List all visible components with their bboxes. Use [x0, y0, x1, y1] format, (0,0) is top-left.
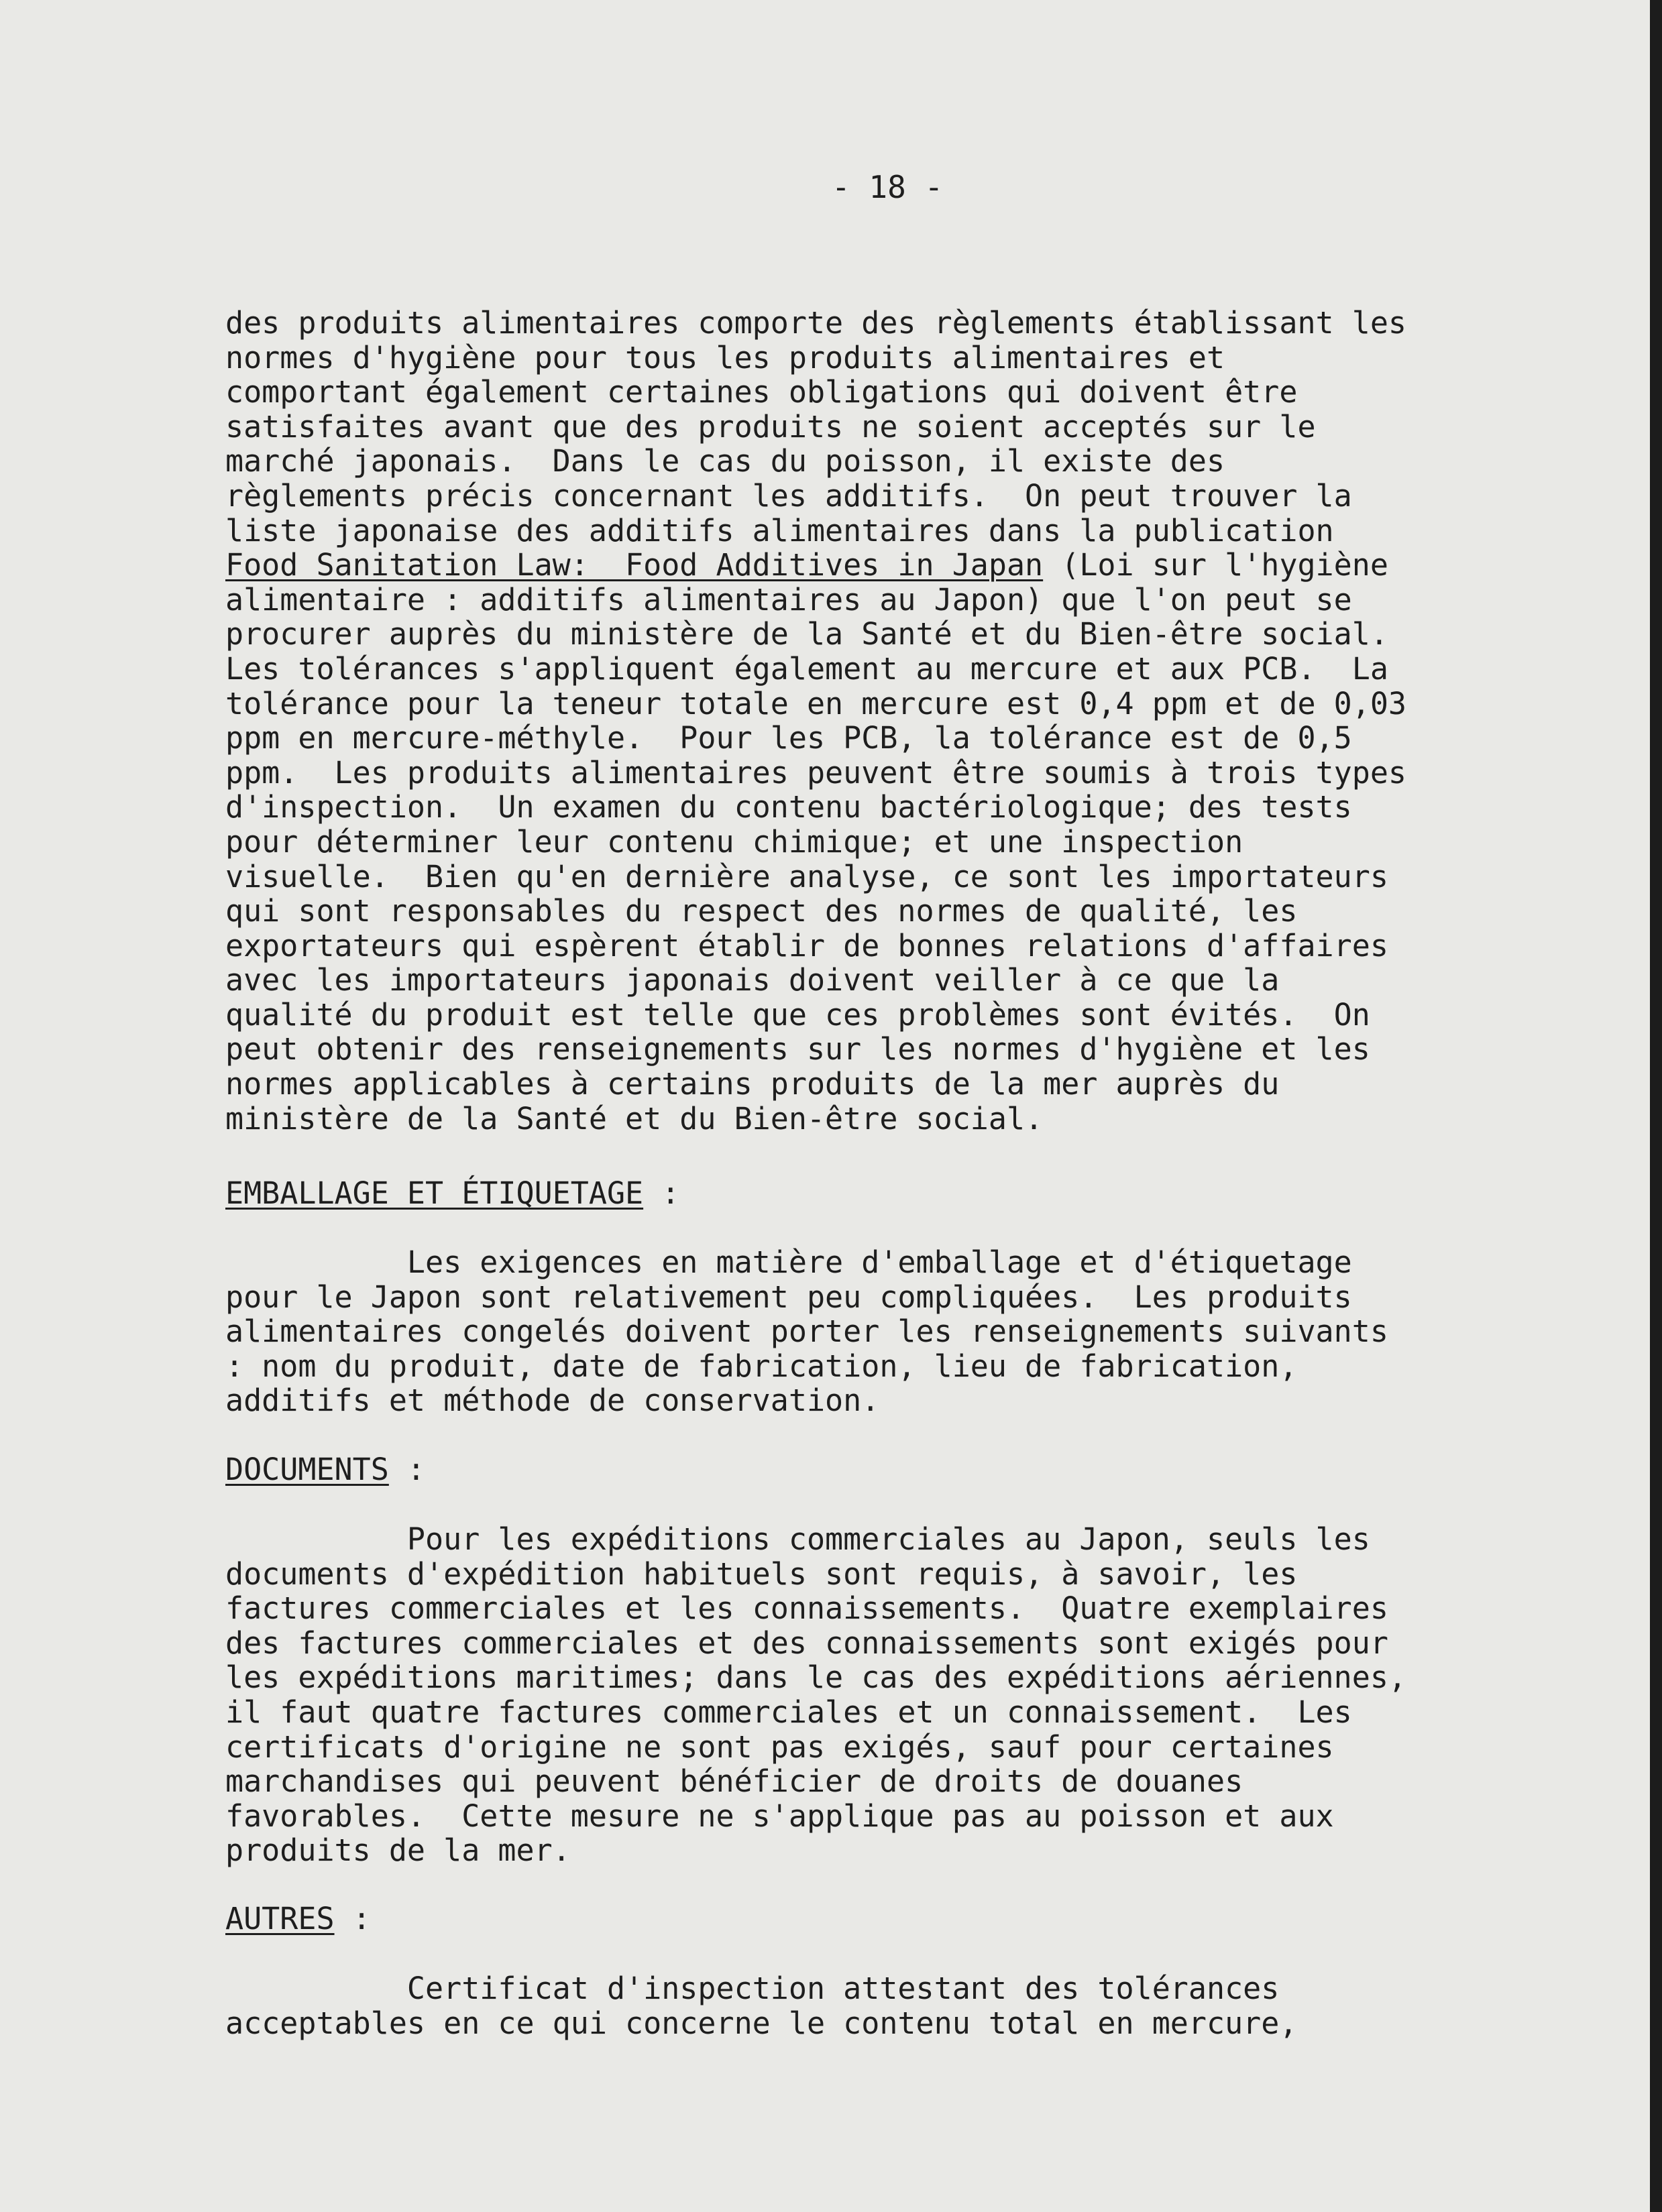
documents-heading-title: DOCUMENTS: [225, 1452, 389, 1487]
others-heading-suffix: :: [334, 1901, 371, 1936]
documents-heading-suffix: :: [388, 1452, 426, 1487]
documents-paragraph: Pour les expéditions commerciales au Japon, seuls les documents d'expédition habituels sont requis, à savoir, les factures commerciales et les connaissements. Quatre exemplaires des factures commerciales et des connaissements sont exigés pour les expéditions maritimes; dans le cas des expéditions aériennes, il faut quatre factures commerciales et un connaissement. Les certificats d'origine ne sont pas exigés, sauf pour certaines marchandises qui peuvent bénéficier de droits de douanes favorables. Cette mesure ne s'applique pas au poisson et aux produits de la mer.: [225, 1521, 1406, 1869]
intro-paragraph-part2: (Loi sur l'hygiène alimentaire : additifs alimentaires au Japon) que l'on peut se procurer auprès du ministère de la Santé et du Bien-être social. Les tolérances s'appliquent également au mercure et aux PCB. La tolérance pour la teneur totale en mercure est 0,4 ppm et de 0,03 ppm en mercure-méthyle. Pour les PCB, la tolérance est de 0,5 ppm. Les produits alimentaires peuvent être soumis à trois types d'inspection. Un examen du contenu bactériologique; des tests pour déterminer leur contenu chimique; et une inspection visuelle. Bien qu'en dernière analyse, ce sont les importateurs qui sont responsables du respect des normes de qualité, les exportateurs qui espèrent établir de bonnes relations d'affaires avec les importateurs japonais doivent veiller à ce que la qualité du produit est telle que ces problèmes sont évités. On peut obtenir des renseignements sur les normes d'hygiène et les normes applicables à certains produits de la mer auprès du ministère de la Santé et du Bien-être social.: [225, 547, 1406, 1137]
documents-heading: [225, 1452, 425, 1487]
others-paragraph: Certificat d'inspection attestant des tolérances acceptables en ce qui concerne le contenu total en mercure,: [225, 1971, 1298, 2041]
others-heading: [225, 1902, 371, 1936]
scan-edge-shadow: [1650, 0, 1662, 2212]
intro-paragraph-part1: des produits alimentaires comporte des règlements établissant les normes d'hygiène pour tous les produits alimentaires et comportant également certaines obligations qui doivent être satisfaites avant que des produits ne soient acceptés sur le marché japonais. Dans le cas du poisson, il existe des règlements précis concernant les additifs. On peut trouver la liste japonaise des additifs alimentaires dans la publication: [225, 305, 1406, 548]
packaging-heading-suffix: :: [643, 1175, 680, 1211]
others-heading-title: AUTRES: [225, 1901, 335, 1936]
packaging-heading-title: EMBALLAGE ET ÉTIQUETAGE: [225, 1175, 644, 1211]
intro-paragraph: [225, 306, 1594, 1136]
page-number: - 18 -: [832, 169, 944, 205]
packaging-heading: [225, 1176, 679, 1211]
packaging-paragraph: Les exigences en matière d'emballage et d'étiquetage pour le Japon sont relativement peu compliquées. Les produits alimentaires congelés doivent porter les renseignements suivants : nom du produit, date de fabrication, lieu de fabrication, additifs et méthode de conservation.: [225, 1244, 1388, 1419]
publication-title: Food Sanitation Law: Food Additives in Japan: [225, 547, 1044, 583]
